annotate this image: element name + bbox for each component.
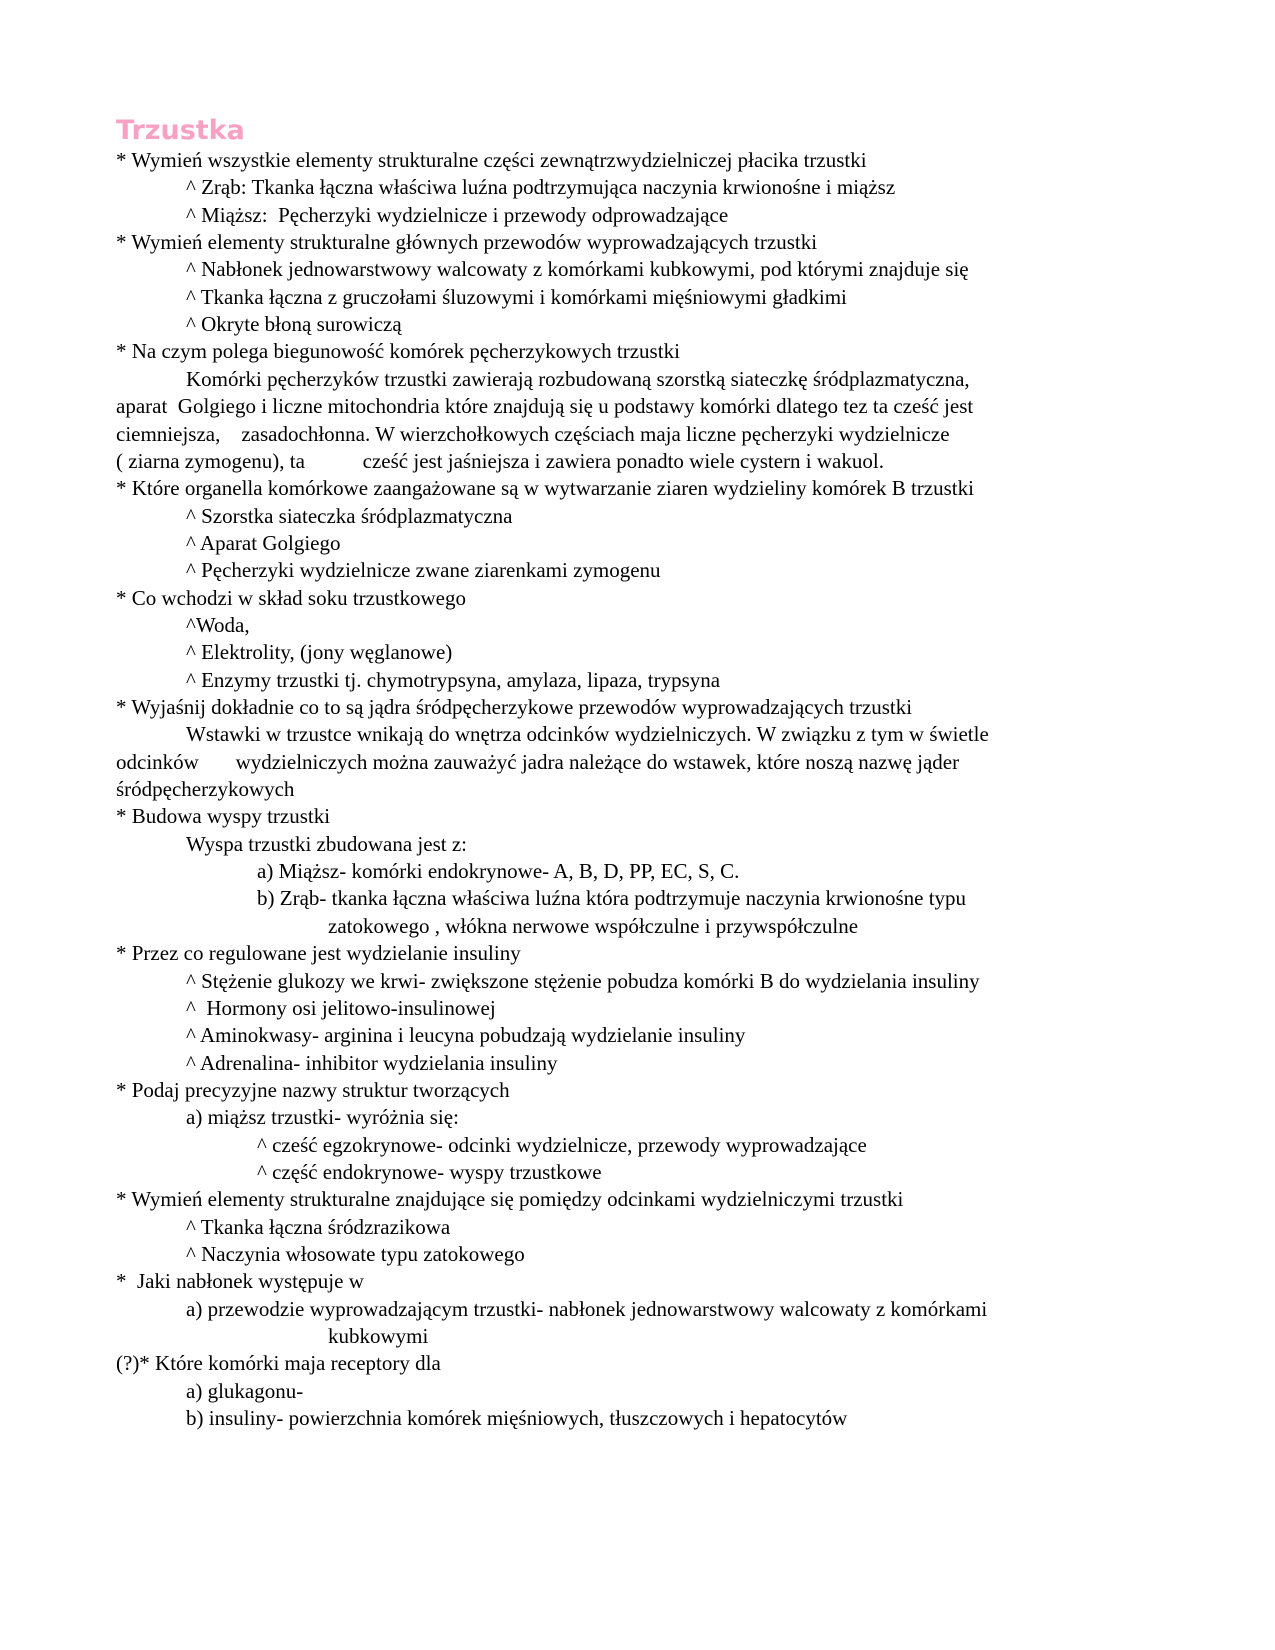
text-line: ^ Hormony osi jelitowo-insulinowej <box>186 996 496 1020</box>
text-line: ^ Adrenalina- inhibitor wydzielania insuliny <box>186 1051 558 1075</box>
text-line: Wyspa trzustki zbudowana jest z: <box>186 832 467 856</box>
text-line: ^ Aminokwasy- arginina i leucyna pobudzają wydzielanie insuliny <box>186 1023 746 1047</box>
text-line: ^ Szorstka siateczka śródplazmatyczna <box>186 504 513 528</box>
text-line: * Co wchodzi w skład soku trzustkowego <box>116 586 466 610</box>
text-line: * Które organella komórkowe zaangażowane są w wytwarzanie ziaren wydzieliny komórek B trzustki <box>116 476 974 500</box>
text-line: ^ Enzymy trzustki tj. chymotrypsyna, amylaza, lipaza, trypsyna <box>186 668 721 692</box>
text-line: ^ Naczynia włosowate typu zatokowego <box>186 1242 525 1266</box>
text-line: ^ Tkanka łączna śródzrazikowa <box>186 1215 451 1239</box>
text-line: ^ Tkanka łączna z gruczołami śluzowymi i komórkami mięśniowymi gładkimi <box>186 285 847 309</box>
document-title: Trzustka <box>116 115 245 146</box>
text-line: ^ Okryte błoną surowiczą <box>186 312 402 336</box>
text-line: a) glukagonu- <box>186 1379 304 1403</box>
text-line: śródpęcherzykowych <box>116 777 295 801</box>
text-line: ^ Zrąb: Tkanka łączna właściwa luźna podtrzymująca naczynia krwionośne i miąższ <box>186 175 896 199</box>
text-line: a) Miąższ- komórki endokrynowe- A, B, D, PP, EC, S, C. <box>257 859 740 883</box>
text-line: ^ Stężenie glukozy we krwi- zwiększone stężenie pobudza komórki B do wydzielania insuliny <box>186 969 980 993</box>
text-line: * Wymień elementy strukturalne głównych przewodów wyprowadzających trzustki <box>116 230 818 254</box>
text-line: zatokowego , włókna nerwowe współczulne i przywspółczulne <box>328 914 859 938</box>
text-line: ciemniejsza, zasadochłonna. W wierzchołkowych częściach maja liczne pęcherzyki wydzielnicze <box>116 422 950 446</box>
text-line: ^ Nabłonek jednowarstwowy walcowaty z komórkami kubkowymi, pod którymi znajduje się <box>186 257 969 281</box>
text-line: Komórki pęcherzyków trzustki zawierają rozbudowaną szorstką siateczkę śródplazmatyczna, <box>186 367 970 391</box>
text-line: kubkowymi <box>328 1324 429 1348</box>
text-line: b) insuliny- powierzchnia komórek mięśniowych, tłuszczowych i hepatocytów <box>186 1406 848 1430</box>
text-line: * Na czym polega biegunowość komórek pęcherzykowych trzustki <box>116 339 680 363</box>
text-line: ^ Elektrolity, (jony węglanowe) <box>186 640 453 664</box>
text-line: ^ Pęcherzyki wydzielnicze zwane ziarenkami zymogenu <box>186 558 661 582</box>
text-line: ^ cześć egzokrynowe- odcinki wydzielnicze, przewody wyprowadzające <box>257 1133 867 1157</box>
text-line: * Podaj precyzyjne nazwy struktur tworzących <box>116 1078 510 1102</box>
text-line: * Przez co regulowane jest wydzielanie insuliny <box>116 941 521 965</box>
text-line: a) miąższ trzustki- wyróżnia się: <box>186 1105 459 1129</box>
text-line: * Budowa wyspy trzustki <box>116 804 331 828</box>
text-line: * Jaki nabłonek występuje w <box>116 1269 364 1293</box>
text-line: ^Woda, <box>186 613 250 637</box>
text-line: ^ Miąższ: Pęcherzyki wydzielnicze i przewody odprowadzające <box>186 203 729 227</box>
text-line: a) przewodzie wyprowadzającym trzustki- nabłonek jednowarstwowy walcowaty z komórkami <box>186 1297 988 1321</box>
text-line: * Wymień elementy strukturalne znajdujące się pomiędzy odcinkami wydzielniczymi trzustki <box>116 1187 904 1211</box>
text-line: aparat Golgiego i liczne mitochondria które znajdują się u podstawy komórki dlatego tez ta cześć jest <box>116 394 974 418</box>
text-line: * Wymień wszystkie elementy strukturalne części zewnątrzwydzielniczej płacika trzustki <box>116 148 867 172</box>
text-line: ( ziarna zymogenu), ta cześć jest jaśniejsza i zawiera ponadto wiele cystern i wakuol. <box>116 449 884 473</box>
text-line: * Wyjaśnij dokładnie co to są jądra śródpęcherzykowe przewodów wyprowadzających trzustki <box>116 695 913 719</box>
text-line: ^ Aparat Golgiego <box>186 531 341 555</box>
text-line: (?)* Które komórki maja receptory dla <box>116 1351 441 1375</box>
text-line: odcinków wydzielniczych można zauważyć jadra należące do wstawek, które noszą nazwę jąder <box>116 750 960 774</box>
text-line: b) Zrąb- tkanka łączna właściwa luźna która podtrzymuje naczynia krwionośne typu <box>257 886 967 910</box>
text-line: Wstawki w trzustce wnikają do wnętrza odcinków wydzielniczych. W związku z tym w świetle <box>186 722 989 746</box>
text-line: ^ część endokrynowe- wyspy trzustkowe <box>257 1160 602 1184</box>
